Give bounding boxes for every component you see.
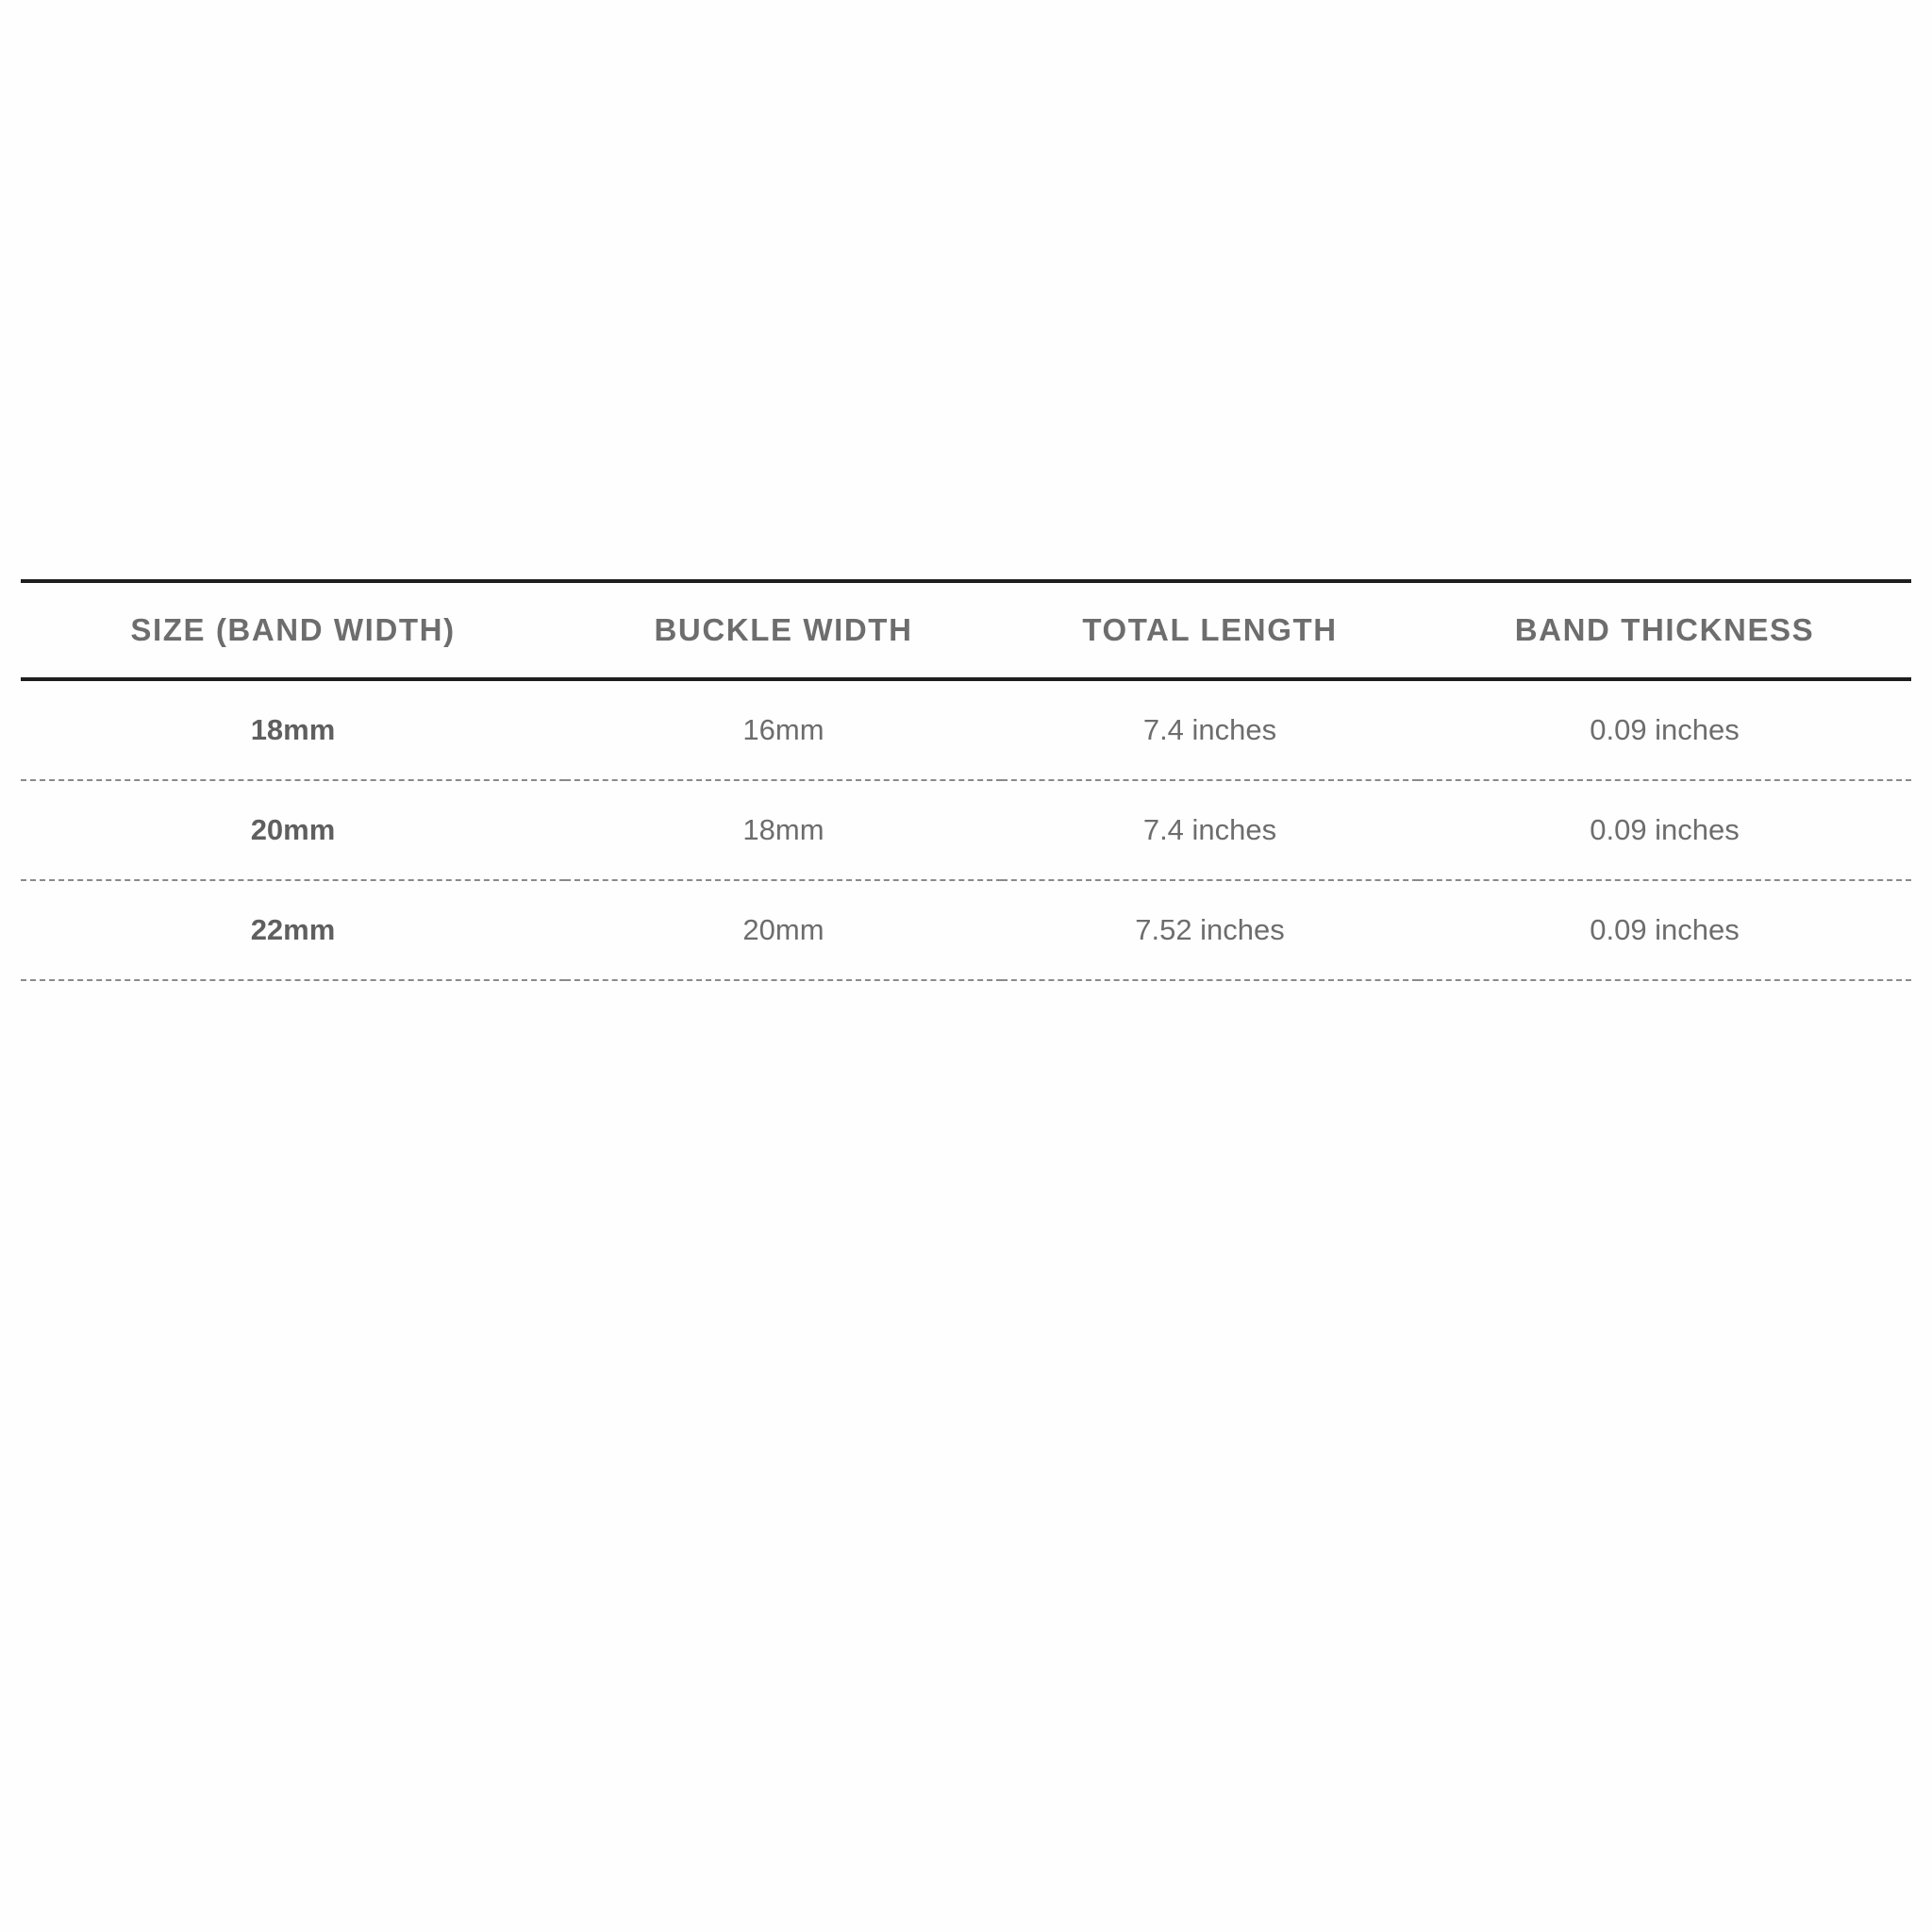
table-body: [21, 679, 1911, 980]
header-band-thickness: BAND THICKNESS: [1514, 612, 1815, 647]
total-length-cell: 7.4 inches: [1142, 713, 1277, 746]
total-length-cell: 7.52 inches: [1135, 913, 1285, 946]
table-header: [21, 581, 1911, 679]
size-chart-table: [21, 579, 1911, 981]
header-total-length: TOTAL LENGTH: [1082, 612, 1338, 647]
header-buckle-width: BUCKLE WIDTH: [654, 612, 913, 647]
size-cell: 20mm: [250, 813, 336, 846]
buckle-width-cell: 16mm: [742, 713, 824, 746]
table-row: [21, 780, 1911, 880]
buckle-width-cell: 18mm: [742, 813, 824, 846]
table-row: [21, 679, 1911, 780]
size-cell: 18mm: [250, 713, 336, 746]
header-size-band-width: SIZE (BAND WIDTH): [130, 612, 456, 647]
buckle-width-cell: 20mm: [742, 913, 824, 946]
size-cell: 22mm: [250, 913, 336, 946]
total-length-cell: 7.4 inches: [1142, 813, 1277, 846]
band-thickness-cell: 0.09 inches: [1590, 813, 1740, 846]
header-row: [21, 581, 1911, 679]
band-thickness-cell: 0.09 inches: [1590, 713, 1740, 746]
band-thickness-cell: 0.09 inches: [1590, 913, 1740, 946]
table-row: [21, 880, 1911, 980]
